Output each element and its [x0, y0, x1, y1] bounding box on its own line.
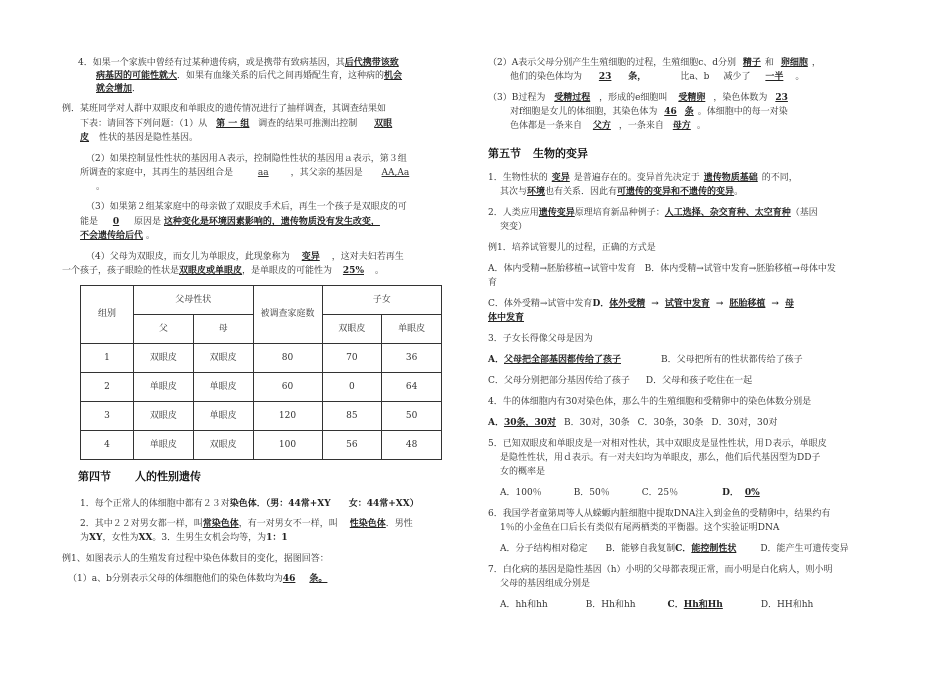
t3: 2．人类应用遗传变异原理培育新品种例子：人工选择、杂交育种、太空育种（基因 [488, 208, 818, 218]
t-q4: 4．牛的体细胞内有30对染色体，那么牛的生殖细胞和受精卵中的染色体数分别是 [488, 397, 812, 407]
t1: 1．生物性状的 变异 是普遍存在的。变异首先决定于 遗传物质基础 的不同， [488, 173, 798, 183]
table-row [81, 431, 442, 460]
t-q7-opts: A．hh和hh B．Hh和hh C．Hh和Hh D．HH和hh [500, 600, 814, 610]
table-cell: 单眼皮 [193, 402, 253, 431]
t-q5-line3: 女的概率是 [500, 467, 546, 477]
table-cell: 80 [253, 344, 322, 373]
table-cell: 2 [81, 373, 134, 402]
table-row [81, 373, 442, 402]
r-q3-line3: 色体都是一条来自 父方 ，一条来自 母方 。 [510, 121, 706, 131]
table-cell: 60 [253, 373, 322, 402]
example-intro: 例．某班同学对人群中双眼皮和单眼皮的遗传情况进行了抽样调查，其调查结果如 [62, 104, 387, 114]
s4-3: 为XY，女性为XX。3．生男生女机会均等，为1：1 [80, 533, 288, 543]
t-optB-cont: 育 [488, 278, 498, 288]
q2-line1: （2）如果控制显性性状的基因用Ａ表示，控制隐性性状的基因用ａ表示，第３组 [86, 154, 407, 164]
table-cell: 双眼皮 [193, 344, 253, 373]
q1-line2: 皮 性状的基因是隐性基因。 [80, 133, 199, 143]
th-parents: 父母性状 [134, 286, 254, 315]
r-q2-line1: （2）A表示父母分别产生生殖细胞的过程，生殖细胞c、d分别 精子 和 卵细胞 ， [488, 58, 821, 68]
t-q3-CD: C．父母分别把部分基因传给了孩子 D．父母和孩子吃住在一起 [488, 376, 753, 386]
section-4-title: 第四节 人的性别遗传 [78, 470, 201, 483]
q2-end: 。 [96, 182, 106, 192]
table-cell: 单眼皮 [134, 373, 194, 402]
table-cell: 双眼皮 [134, 344, 194, 373]
para-4-line1: 4．如果一个家族中曾经有过某种遗传病，或是携带有致病基因，其后代携带该致 [78, 58, 399, 68]
table-cell: 3 [81, 402, 134, 431]
t-q3: 3．子女长得像父母是因为 [488, 334, 593, 344]
table-cell: 双眼皮 [193, 431, 253, 460]
t3-cont: 突变） [500, 222, 528, 232]
table-cell: 单眼皮 [193, 373, 253, 402]
table-cell: 4 [81, 431, 134, 460]
table-cell: 70 [322, 344, 382, 373]
table-cell: 双眼皮 [134, 402, 194, 431]
q2-line2: 所调查的家庭中，其再生的基因组合是 aa ，其父亲的基因是 AA,Aa [80, 168, 410, 178]
t2: 其次与环境也有关系．因此有可遗传的变异和不遗传的变异。 [500, 187, 744, 197]
table-cell: 56 [322, 431, 382, 460]
table-cell: 36 [382, 344, 442, 373]
t-q5-opts: A．100％ B．50％ C．25％ D． 0% [500, 488, 760, 498]
th-father: 父 [134, 315, 194, 344]
th-double: 双眼皮 [322, 315, 382, 344]
table-cell: 120 [253, 402, 322, 431]
table-cell: 85 [322, 402, 382, 431]
para-4-line3: 就会增加． [96, 84, 142, 94]
q3-line3: 不会遗传给后代 。 [80, 231, 155, 241]
table-cell: 48 [382, 431, 442, 460]
t-q4-opts: A．30条，30对 B．30对，30条 C．30条，30条 D．30对，30对 [488, 418, 778, 428]
q4-line1: （4）父母为双眼皮，而女儿为单眼皮，此现象称为 变异 ，这对夫妇若再生 [86, 252, 404, 262]
table-cell: 50 [382, 402, 442, 431]
th-count: 被调查家庭数 [253, 286, 322, 344]
s4-2: 2．其中２２对男女都一样，叫常染色体，有一对男女不一样，叫 性染色体．男性 [80, 519, 413, 529]
t-optD-cont: 体中发育 [488, 313, 525, 323]
t-q7-line2: 父母的基因组成分别是 [500, 579, 591, 589]
section-5-title: 第五节 生物的变异 [488, 147, 588, 160]
t-q6-opts: A．分子结构相对稳定 B．能够自我复制C．能控制性状 D．能产生可遗传变异 [500, 544, 849, 554]
t-optA-B: A．体内受精→胚胎移植→试管中发育 B．体内受精→试管中发育→胚胎移植→母体中发 [488, 264, 836, 274]
table-cell: 0 [322, 373, 382, 402]
th-children: 子女 [322, 286, 442, 315]
q1-line: 下表：请回答下列问题：（1）从 第 一 组 调查的结果可推测出控制 双眼 [80, 119, 393, 129]
th-group: 组别 [81, 286, 134, 344]
t-q3-AB: A．父母把全部基因都传给了孩子 B．父母把所有的性状都传给了孩子 [488, 355, 803, 365]
r-q3-line2: 对f细胞是女儿的体细胞，其染色体为 46 条 。体细胞中的每一对染 [510, 107, 788, 117]
q3-line2: 能是 0 原因是 这种变化是环境因素影响的，遗传物质没有发生改变， [80, 217, 380, 227]
table-row [81, 344, 442, 373]
s4-1: 1．每个正常人的体细胞中都有２３对染色体．（男：44常+XY 女：44常+XX） [80, 499, 419, 509]
th-single: 单眼皮 [382, 315, 442, 344]
table-cell: 64 [382, 373, 442, 402]
th-mother: 母 [193, 315, 253, 344]
t-q5-line2: 是隐性性状，用ｄ表示。有一对夫妇均为单眼皮，那么，他们后代基因型为DD子 [500, 453, 821, 463]
table-row [81, 402, 442, 431]
table-cell: 单眼皮 [134, 431, 194, 460]
t-optC-D: C．体外受精→试管中发育D．体外受精 → 试管中发育 → 胚胎移植 → 母 [488, 299, 794, 309]
r-q2-line2: 他们的染色体均为 23 条， 比a、b 减少了 一半 。 [510, 72, 805, 82]
table-cell: 100 [253, 431, 322, 460]
table-cell: 1 [81, 344, 134, 373]
q4-line2: 一个孩子，孩子眼睑的性状是双眼皮或单眼皮，是单眼皮的可能性为 25% 。 [62, 266, 384, 276]
t-q6-line2: 1％的小金鱼在口后长有类似有尾两栖类的平衡器。这个实验证明DNA [500, 523, 780, 533]
t-example1: 例1．培养试管婴儿的过程，正确的方式是 [488, 243, 656, 253]
t-q5-line1: 5．已知双眼皮和单眼皮是一对相对性状，其中双眼皮是显性性状，用Ｄ表示，单眼皮 [488, 439, 827, 449]
s4-example: 例1、如图表示人的生殖发育过程中染色体数目的变化，据图回答： [62, 554, 329, 564]
t-q6-line1: 6．我国学者童第周等人从蝾螈内脏细胞中提取DNA注入到金鱼的受精卵中，结果约有 [488, 509, 831, 519]
para-4-line2: 病基因的可能性就大．如果有血缘关系的后代之间再婚配生育，这种病的机会 [96, 71, 403, 81]
s4-q1: （1）a、b分别表示父母的体细胞他们的染色体数均为46 条。 [68, 574, 328, 584]
survey-table [80, 285, 442, 460]
q3-line1: （3）如果第２组某家庭中的母亲做了双眼皮手术后，再生一个孩子是双眼皮的可 [86, 202, 407, 212]
t-q7-line1: 7．白化病的基因是隐性基因（h）小明的父母都表现正常，而小明是白化病人，则小明 [488, 565, 833, 575]
r-q3-line1: （3）B过程为 受精过程 ，形成的e细胞叫 受精卵 ，染色体数为 23 [488, 93, 788, 103]
